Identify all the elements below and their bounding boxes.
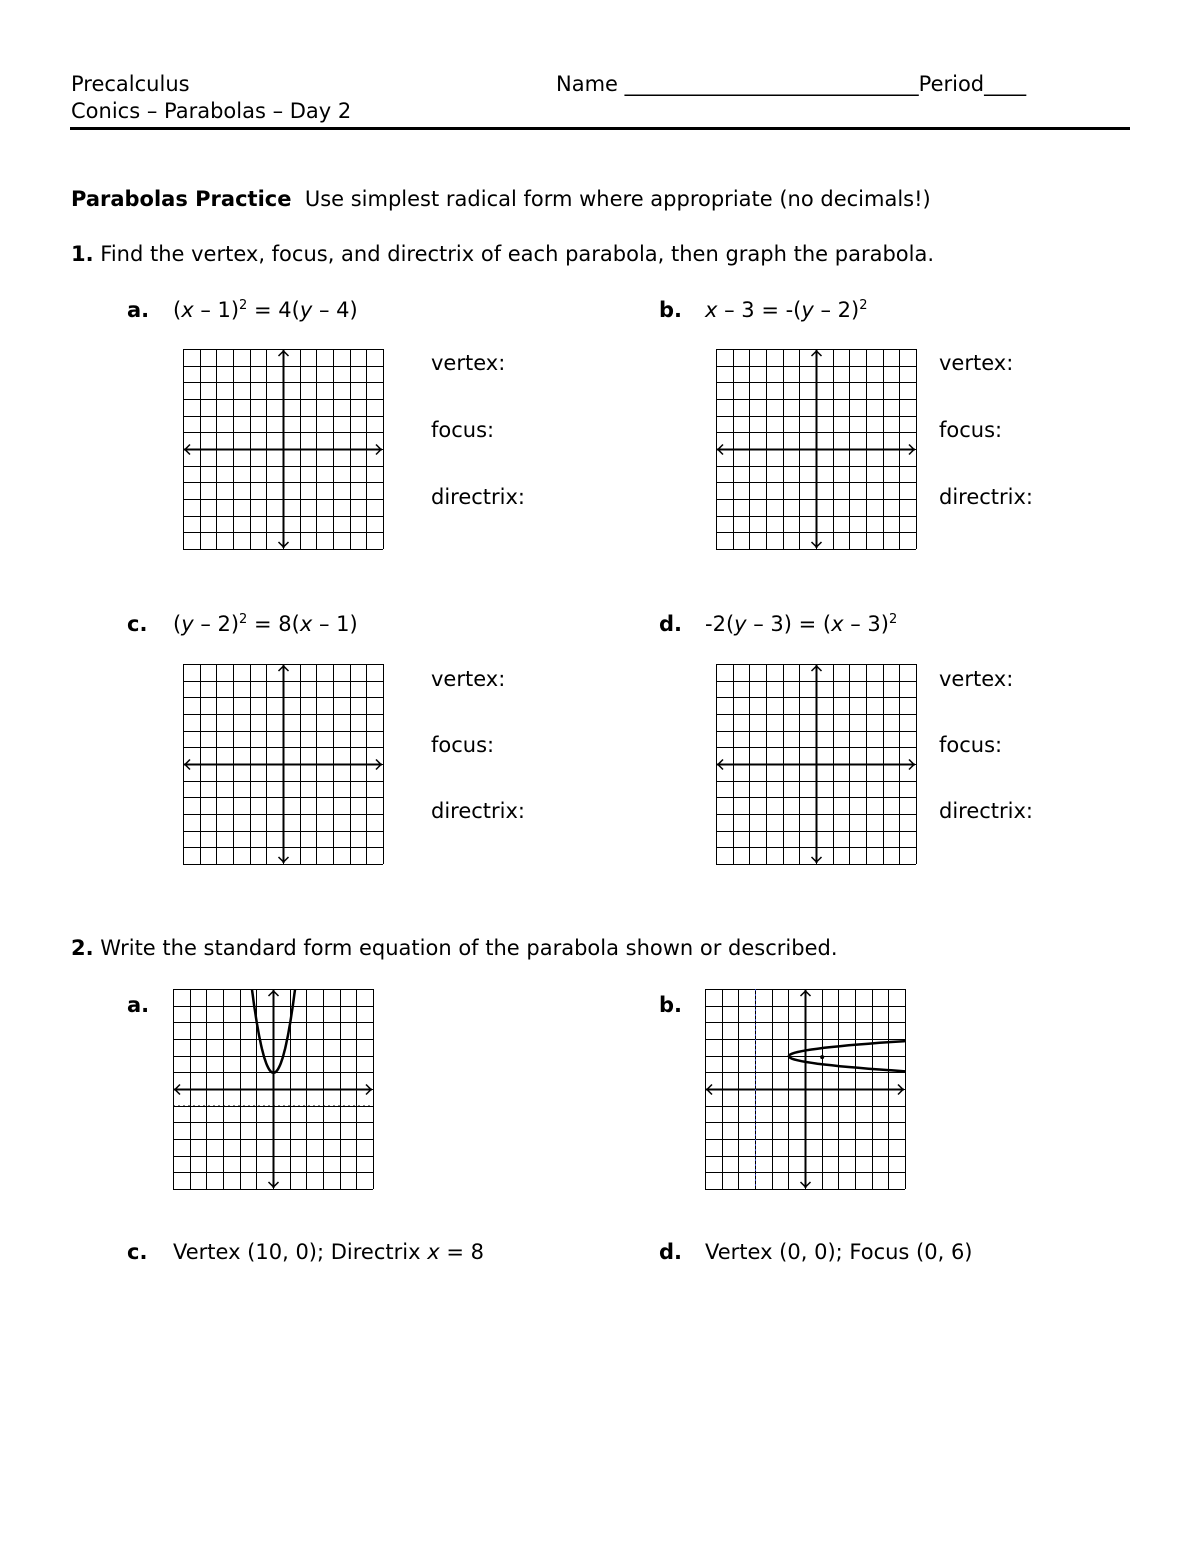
q1c-directrix-label: directrix: (431, 799, 526, 823)
q1-number: 1. (71, 242, 94, 266)
q1a-letter: a. (127, 298, 150, 322)
q2a-graph (173, 989, 374, 1190)
period-blank[interactable]: ____ (984, 72, 1027, 96)
q2c-text: Vertex (10, 0); Directrix x = 8 (173, 1240, 484, 1264)
q1-prompt (71, 242, 934, 266)
q2b-graph (705, 989, 906, 1190)
q1d-letter: d. (659, 612, 683, 636)
q2-text: Write the standard form equation of the parabola shown or described. (100, 936, 838, 960)
q1c-focus-label: focus: (431, 733, 495, 757)
axes (184, 350, 382, 548)
q1b-focus-label: focus: (939, 418, 1003, 442)
q1b-vertex-label: vertex: (939, 351, 1014, 375)
q1-text: Find the vertex, focus, and directrix of each parabola, then graph the parabola. (100, 242, 935, 266)
unit-title: Conics – Parabolas – Day 2 (71, 99, 352, 123)
axes (717, 350, 915, 548)
q1a-directrix-label: directrix: (431, 485, 526, 509)
q1b-graph-grid[interactable] (716, 349, 917, 550)
q1d-focus-label: focus: (939, 733, 1003, 757)
course-title: Precalculus (71, 72, 190, 96)
name-label: Name (556, 72, 618, 96)
q1c-equation: (y – 2)$^2$ = 8(x – 1) (173, 612, 358, 636)
q2b-letter: b. (659, 993, 683, 1017)
q2-number: 2. (71, 936, 94, 960)
period-label: Period (918, 72, 985, 96)
q2-prompt (71, 936, 838, 960)
header-rule (70, 127, 1130, 130)
q1d-equation: -2(y – 3) = (x – 3)$^2$ (705, 612, 898, 636)
q1d-directrix-label: directrix: (939, 799, 1034, 823)
practice-title: Parabolas Practice (71, 187, 292, 211)
name-line (556, 72, 1026, 96)
axes (717, 665, 915, 863)
q1d-graph-grid[interactable] (716, 664, 917, 865)
q2a-letter: a. (127, 993, 150, 1017)
q1a-equation: (x – 1)$^2$ = 4(y – 4) (173, 298, 358, 322)
axes (174, 990, 372, 1188)
q2c-letter: c. (127, 1240, 148, 1264)
name-blank[interactable]: ____________________________ (624, 72, 919, 96)
q1a-graph-grid[interactable] (183, 349, 384, 550)
q1c-graph-grid[interactable] (183, 664, 384, 865)
q1b-letter: b. (659, 298, 683, 322)
axes (706, 990, 904, 1188)
q1c-vertex-label: vertex: (431, 667, 506, 691)
q1a-vertex-label: vertex: (431, 351, 506, 375)
instructions: Use simplest radical form where appropriate (no decimals!) (304, 187, 931, 211)
q2d-text: Vertex (0, 0); Focus (0, 6) (705, 1240, 973, 1264)
q1d-vertex-label: vertex: (939, 667, 1014, 691)
intro-line (71, 187, 931, 211)
q1a-focus-label: focus: (431, 418, 495, 442)
q2d-letter: d. (659, 1240, 683, 1264)
q1b-equation: x – 3 = -(y – 2)$^2$ (705, 298, 868, 322)
q1b-directrix-label: directrix: (939, 485, 1034, 509)
q1c-letter: c. (127, 612, 148, 636)
axes (184, 665, 382, 863)
focus-point (820, 1055, 824, 1059)
